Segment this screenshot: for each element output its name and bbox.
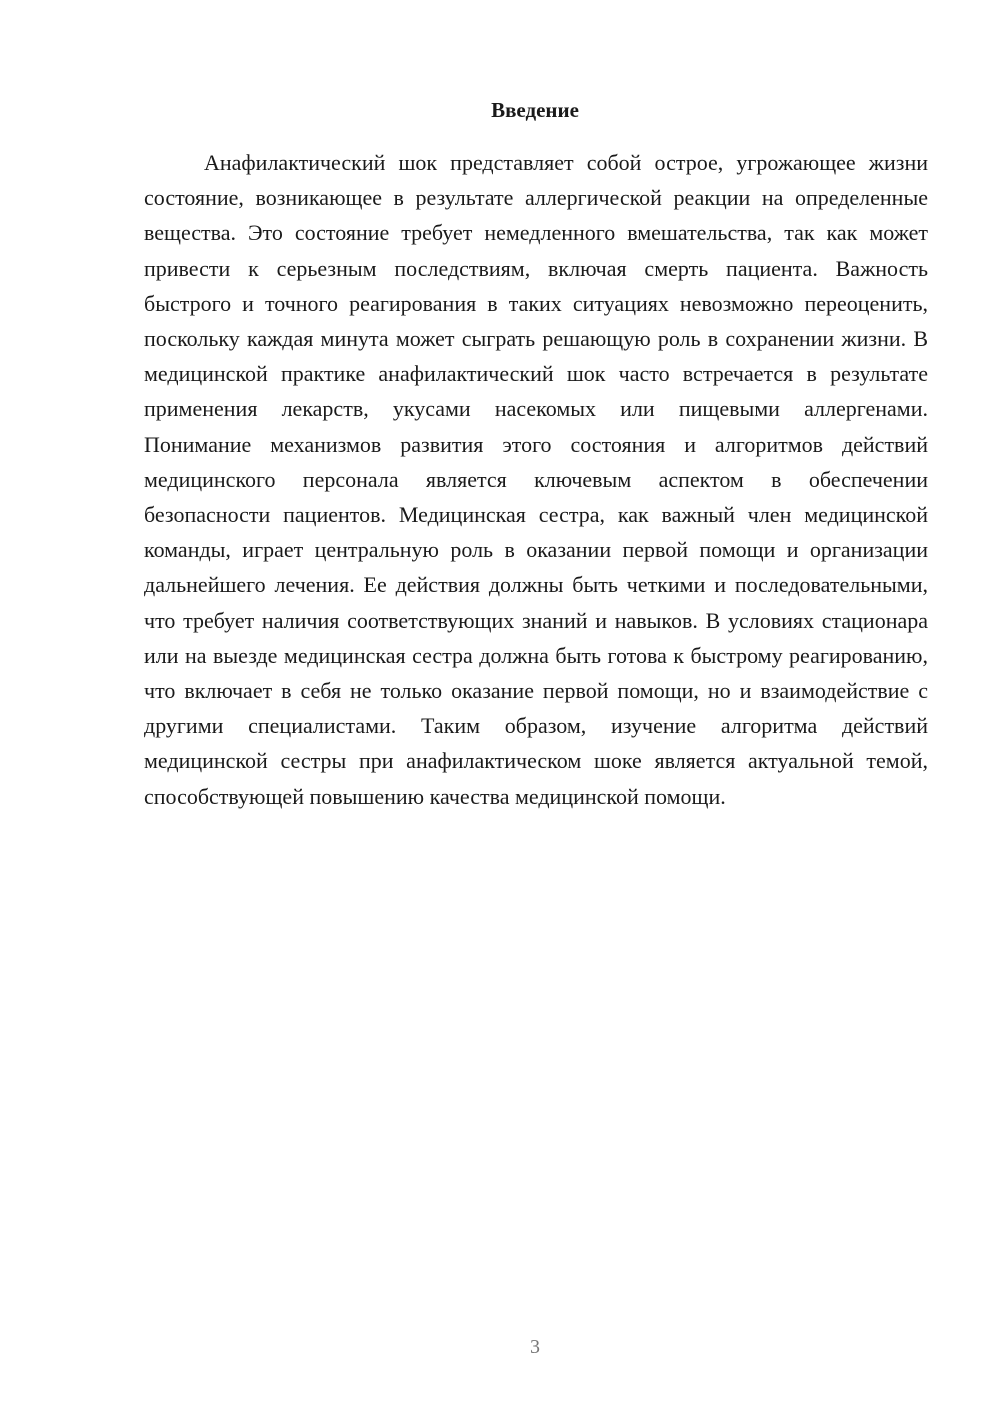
body-paragraph: Анафилактический шок представляет собой острое, угрожающее жизни состояние, возникающее в результате аллергической реакции на определенные вещества. Это состояние требует немедленного вмешательства, так как может привести к серьезным последствиям, включая смерть пациента. Важность быстрого и точного реагирования в таких ситуациях невозможно переоценить, поскольку каждая минута может сыграть решающую роль в сохранении жизни. В медицинской практике анафилактический шок часто встречается в результате применения лекарств, укусами насекомых или пищевыми аллергенами. Понимание механизмов развития этого состояния и алгоритмов действий медицинского персонала является ключевым аспектом в обеспечении безопасности пациентов. Медицинская сестра, как важный член медицинской команды, играет центральную роль в оказании первой помощи и организации дальнейшего лечения. Ее действия должны быть четкими и последовательными, что требует наличия соответствующих знаний и навыков. В условиях стационара или на выезде медицинская сестра должна быть готова к быстрому реагированию, что включает в себя не только оказание первой помощи, но и взаимодействие с другими специалистами. Таким образом, изучение алгоритма действий медицинской сестры при анафилактическом шоке является актуальной темой, способствующей повышению качества медицинской помощи. [144, 150, 928, 809]
section-heading: Введение [491, 98, 579, 122]
page-number: 3 [530, 1336, 540, 1358]
